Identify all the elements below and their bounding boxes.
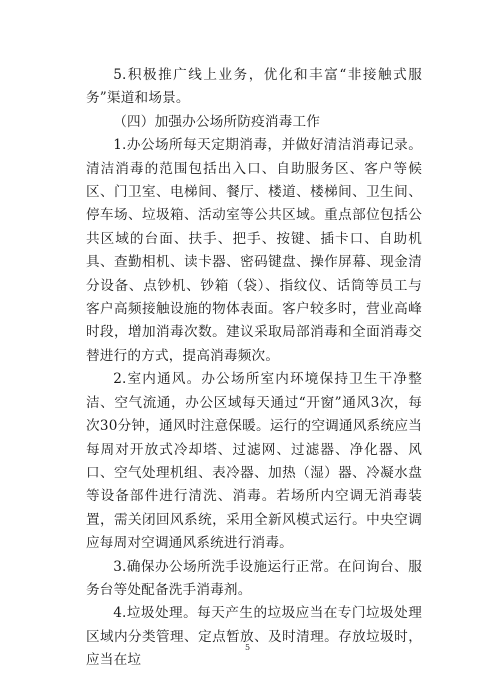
paragraph-daily-disinfection: 1.办公场所每天定期消毒，并做好清洁消毒记录。清洁消毒的范围包括出入口、自助服务区、客户等候区、门卫室、电梯间、餐厅、楼道、楼梯间、卫生间、停车场、垃圾箱、活动室等公共区域。重点部位包括公共区域的台面、扶手、把手、按键、插卡口、自助机具、查勤相机、读卡器、密码键盘、操作屏幕、现金清分设备、点钞机、钞箱（袋）、指纹仪、话筒等员工与客户高频接触设施的物体表面。客户较多时，营业高峰时段，增加消毒次数。建议采取局部消毒和全面消毒交替进行的方式，提高消毒频次。 [86, 137, 422, 364]
paragraph-handwashing-facilities: 3.确保办公场所洗手设施运行正常。在问询台、服务台等处配备洗手消毒剂。 [86, 558, 422, 598]
paragraph-online-business: 5.积极推广线上业务，优化和丰富“非接触式服务”渠道和场景。 [86, 67, 422, 107]
paragraph-garbage-handling: 4.垃圾处理。每天产生的垃圾应当在专门垃圾处理区域内分类管理、定点暂放、及时清理。存放垃圾时，应当在垃 [86, 605, 422, 669]
paragraph-indoor-ventilation: 2.室内通风。办公场所室内环境保持卫生干净整洁、空气流通，办公区域每天通过“开窗”通风3次，每次30分钟，通风时注意保暖。运行的空调通风系统应当每周对开放式冷却塔、过滤网、过滤器、净化器、风口、空气处理机组、表冷器、加热（湿）器、冷凝水盘等设备部件进行清洗、消毒。若场所内空调无消毒装置，需关闭回风系统，采用全新风模式运行。中央空调应每周对空调通风系统进行消毒。 [86, 371, 422, 552]
document-body [86, 64, 422, 673]
page-number: 5 [244, 643, 251, 652]
section-heading-office-disinfection: （四）加强办公场所防疫消毒工作 [113, 113, 321, 130]
